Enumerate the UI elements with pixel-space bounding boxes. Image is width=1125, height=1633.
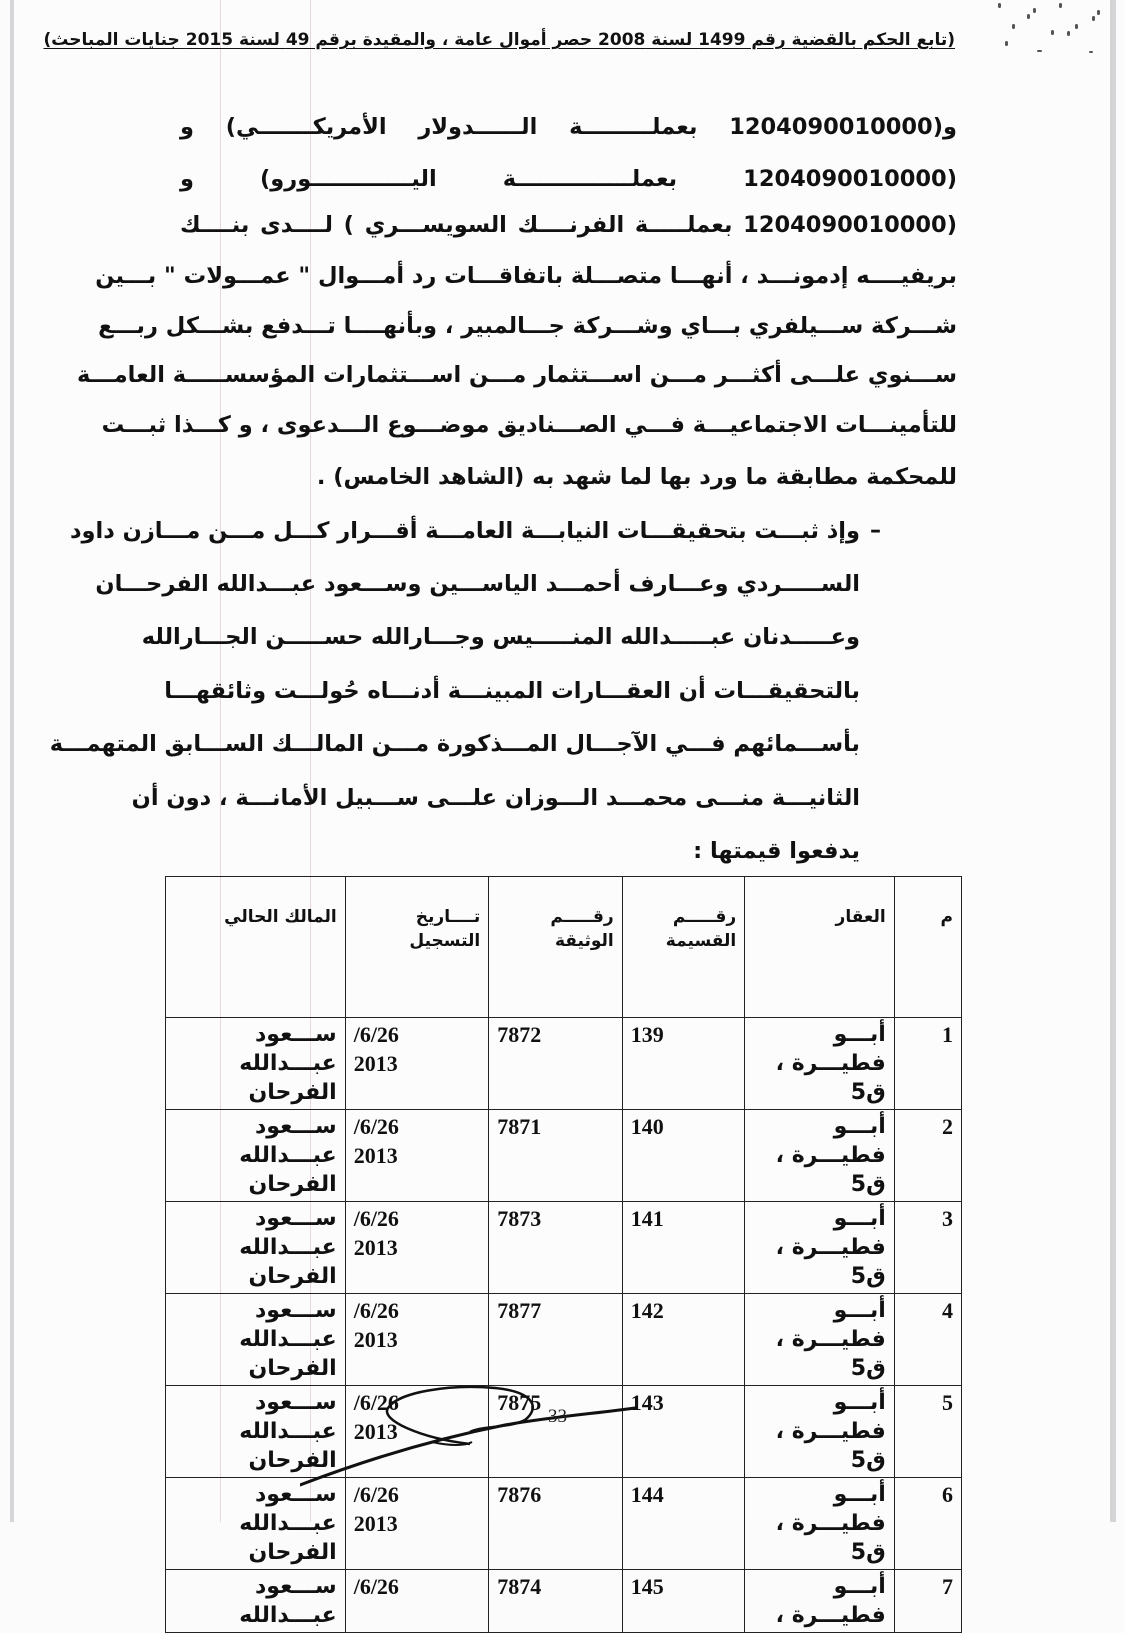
cell-document-number-text: 7872 — [497, 1022, 542, 1047]
paragraph-line: بالتحقيقـــات أن العقـــارات المبينـــة أدنـــاه حُولـــت وثائقهـــا — [164, 678, 860, 704]
cell-document-number-text: 7874 — [497, 1574, 542, 1599]
cell-property-text: أبـــو فطيـــرة ، — [775, 1574, 886, 1628]
cell-current-owner-text: ســـعود عبـــدالله — [239, 1298, 337, 1352]
cell-registration-date-text: 2013 — [353, 1419, 398, 1444]
cell-current-owner — [166, 1018, 346, 1110]
cell-plot-number — [622, 1110, 744, 1202]
cell-document-number — [489, 1202, 623, 1294]
cell-current-owner-text: ســـعود عبـــدالله — [239, 1206, 337, 1260]
cell-property-text: ق5 — [850, 1540, 886, 1565]
header-plot-number: رقـــــم القسيمة — [622, 877, 744, 1018]
cell-property-text: ق5 — [850, 1356, 886, 1381]
cell-property — [745, 1570, 895, 1633]
cell-registration-date-text: /6/26 — [353, 1298, 399, 1323]
cell-property — [745, 1478, 895, 1570]
cell-index-text: 1 — [942, 1022, 953, 1047]
cell-plot-number — [622, 1202, 744, 1294]
cell-property-text: ق5 — [850, 1080, 886, 1105]
paragraph-line: الثانيـــة منـــى محمـــد الـــوزان علـــى ســـبيل الأمانـــة ، دون أن — [131, 785, 860, 811]
cell-registration-date — [345, 1018, 489, 1110]
header-index: م — [894, 877, 961, 1018]
cell-current-owner-text: ســـعود عبـــدالله — [239, 1114, 337, 1168]
cell-property — [745, 1018, 895, 1110]
handwritten-signature — [300, 1380, 700, 1522]
paragraph-line: شـــركة ســـيلفري بـــاي وشـــركة جـــالمبير ، وبأنهــــا تـــدفع بشـــكل ربـــع — [98, 313, 957, 339]
cell-registration-date-text: /6/26 — [353, 1022, 399, 1047]
cell-current-owner-text: الفرحان — [248, 1172, 337, 1197]
cell-property-text: ق5 — [850, 1448, 886, 1473]
cell-index-text: 6 — [942, 1482, 953, 1507]
cell-current-owner-text: ســـعود عبـــدالله — [239, 1390, 337, 1444]
cell-registration-date-text: 2013 — [353, 1143, 398, 1168]
cell-current-owner-text: ســـعود عبـــدالله — [239, 1022, 337, 1076]
table-row — [166, 1570, 962, 1633]
cell-plot-number — [622, 1570, 744, 1633]
paragraph-line: (1204090010000 بعملـــــــــــــــة اليـــــــــــــورو) و — [180, 166, 957, 192]
cell-current-owner-text: الفرحان — [248, 1540, 337, 1565]
cell-plot-number-text: 142 — [630, 1298, 664, 1323]
table-row — [166, 1202, 962, 1294]
page-number: 33 — [548, 1406, 567, 1427]
table-row — [166, 1110, 962, 1202]
cell-index — [894, 1202, 961, 1294]
cell-registration-date-text: /6/26 — [353, 1574, 399, 1599]
bullet-dash: – — [870, 518, 881, 543]
cell-property-text: ق5 — [850, 1172, 886, 1197]
cell-plot-number — [622, 1018, 744, 1110]
cell-plot-number-text: 145 — [630, 1574, 664, 1599]
cell-current-owner-text: ســـعود عبـــدالله — [239, 1482, 337, 1536]
paragraph-line: و(1204090010000 بعملـــــــــة الــــــدولار الأمريكـــــــي) و — [180, 114, 957, 140]
cell-registration-date-text: /6/26 — [353, 1482, 399, 1507]
paragraph-line: للمحكمة مطابقة ما ورد بها لما شهد به (الشاهد الخامس) . — [316, 464, 957, 490]
cell-index-text: 7 — [942, 1574, 953, 1599]
cell-current-owner — [166, 1570, 346, 1633]
cell-index — [894, 1478, 961, 1570]
paragraph-line: وعـــــدنان عبـــــدالله المنـــــيس وجـــارالله حســـــن الجـــارالله — [141, 624, 860, 650]
cell-registration-date-text: 2013 — [353, 1511, 398, 1536]
cell-property-text: أبـــو فطيـــرة ، — [775, 1390, 886, 1444]
paragraph-line: يدفعوا قيمتها : — [693, 838, 860, 864]
cell-index-text: 4 — [942, 1298, 953, 1323]
cell-index-text: 5 — [942, 1390, 953, 1415]
cell-registration-date — [345, 1294, 489, 1386]
cell-plot-number-text: 143 — [630, 1390, 664, 1415]
cell-plot-number-text: 144 — [630, 1482, 664, 1507]
cell-property-text: أبـــو فطيـــرة ، — [775, 1206, 886, 1260]
cell-registration-date-text: /6/26 — [353, 1390, 399, 1415]
cell-index — [894, 1294, 961, 1386]
cell-index — [894, 1386, 961, 1478]
cell-document-number-text: 7877 — [497, 1298, 542, 1323]
cell-current-owner — [166, 1110, 346, 1202]
cell-plot-number — [622, 1294, 744, 1386]
cell-document-number-text: 7871 — [497, 1114, 542, 1139]
cell-plot-number-text: 139 — [630, 1022, 664, 1047]
header-registration-date: تــــاريخ التسجيل — [345, 877, 489, 1018]
table-row — [166, 1018, 962, 1110]
cell-registration-date-text: /6/26 — [353, 1206, 399, 1231]
cell-property-text: أبـــو فطيـــرة ، — [775, 1482, 886, 1536]
cell-document-number — [489, 1570, 623, 1633]
cell-index — [894, 1570, 961, 1633]
cell-document-number-text: 7875 — [497, 1390, 542, 1415]
paragraph-line: للتأمينـــات الاجتماعيـــة فـــي الصـــناديق موضـــوع الـــدعوى ، و كـــذا ثبـــت — [101, 412, 957, 438]
cell-property-text: ق5 — [850, 1264, 886, 1289]
header-current-owner: المالك الحالي — [166, 877, 346, 1018]
cell-registration-date — [345, 1570, 489, 1633]
cell-document-number — [489, 1294, 623, 1386]
header-property: العقار — [745, 877, 895, 1018]
cell-current-owner-text: الفرحان — [248, 1264, 337, 1289]
cell-current-owner-text: الفرحان — [248, 1356, 337, 1381]
cell-registration-date-text: /6/26 — [353, 1114, 399, 1139]
cell-current-owner-text: الفرحان — [248, 1080, 337, 1105]
cell-current-owner — [166, 1202, 346, 1294]
cell-property-text: أبـــو فطيـــرة ، — [775, 1298, 886, 1352]
cell-current-owner-text: الفرحان — [248, 1448, 337, 1473]
table-header-row — [166, 877, 962, 1018]
cell-property-text: أبـــو فطيـــرة ، — [775, 1022, 886, 1076]
cell-index — [894, 1018, 961, 1110]
cell-registration-date-text: 2013 — [353, 1235, 398, 1260]
cell-registration-date — [345, 1202, 489, 1294]
cell-current-owner-text: ســـعود عبـــدالله — [239, 1574, 337, 1628]
paragraph-line: الســـــردي وعـــارف أحمـــد الياســـين وســـعود عبـــدالله الفرحـــان — [95, 571, 860, 597]
cell-index — [894, 1110, 961, 1202]
cell-registration-date-text: 2013 — [353, 1051, 398, 1076]
cell-document-number-text: 7873 — [497, 1206, 542, 1231]
paragraph-line: وإذ ثبـــت بتحقيقـــات النيابـــة العامـــة أقـــرار كـــل مـــن مـــازن داود — [70, 518, 860, 544]
cell-document-number-text: 7876 — [497, 1482, 542, 1507]
header-document-number: رقـــــم الوثيقة — [489, 877, 623, 1018]
cell-property-text: أبـــو فطيـــرة ، — [775, 1114, 886, 1168]
cell-registration-date — [345, 1110, 489, 1202]
paragraph-line: بأســـمائهم فـــي الآجـــال المـــذكورة مـــن المالـــك الســـابق المتهمـــة — [49, 731, 860, 757]
table-row — [166, 1294, 962, 1386]
cell-property — [745, 1386, 895, 1478]
cell-property — [745, 1202, 895, 1294]
cell-registration-date-text: 2013 — [353, 1327, 398, 1352]
cell-current-owner — [166, 1294, 346, 1386]
cell-property — [745, 1294, 895, 1386]
cell-index-text: 2 — [942, 1114, 953, 1139]
paragraph-line: (1204090010000 بعملـــــة الفرنــــك السويســـري ) لــــدى بنــــك — [180, 212, 957, 238]
cell-property — [745, 1110, 895, 1202]
cell-document-number — [489, 1018, 623, 1110]
cell-plot-number-text: 141 — [630, 1206, 664, 1231]
cell-plot-number-text: 140 — [630, 1114, 664, 1139]
cell-index-text: 3 — [942, 1206, 953, 1231]
scan-speckles — [960, 0, 1120, 70]
running-header: (تابع الحكم بالقضية رقم 1499 لسنة 2008 حصر أموال عامة ، والمقيدة برقم 49 لسنة 2015 جنايات المباحث) — [43, 30, 955, 50]
paragraph-line: ســـنوي علـــى أكثـــر مـــن اســـتثمار مـــن اســـتثمارات المؤسســـــة العامـــة — [77, 362, 957, 388]
cell-document-number — [489, 1110, 623, 1202]
paragraph-line: بريفيــــه إدمونـــد ، أنهـــا متصـــلة باتفاقـــات رد أمـــوال " عمـــولات " بـــين — [95, 263, 957, 289]
